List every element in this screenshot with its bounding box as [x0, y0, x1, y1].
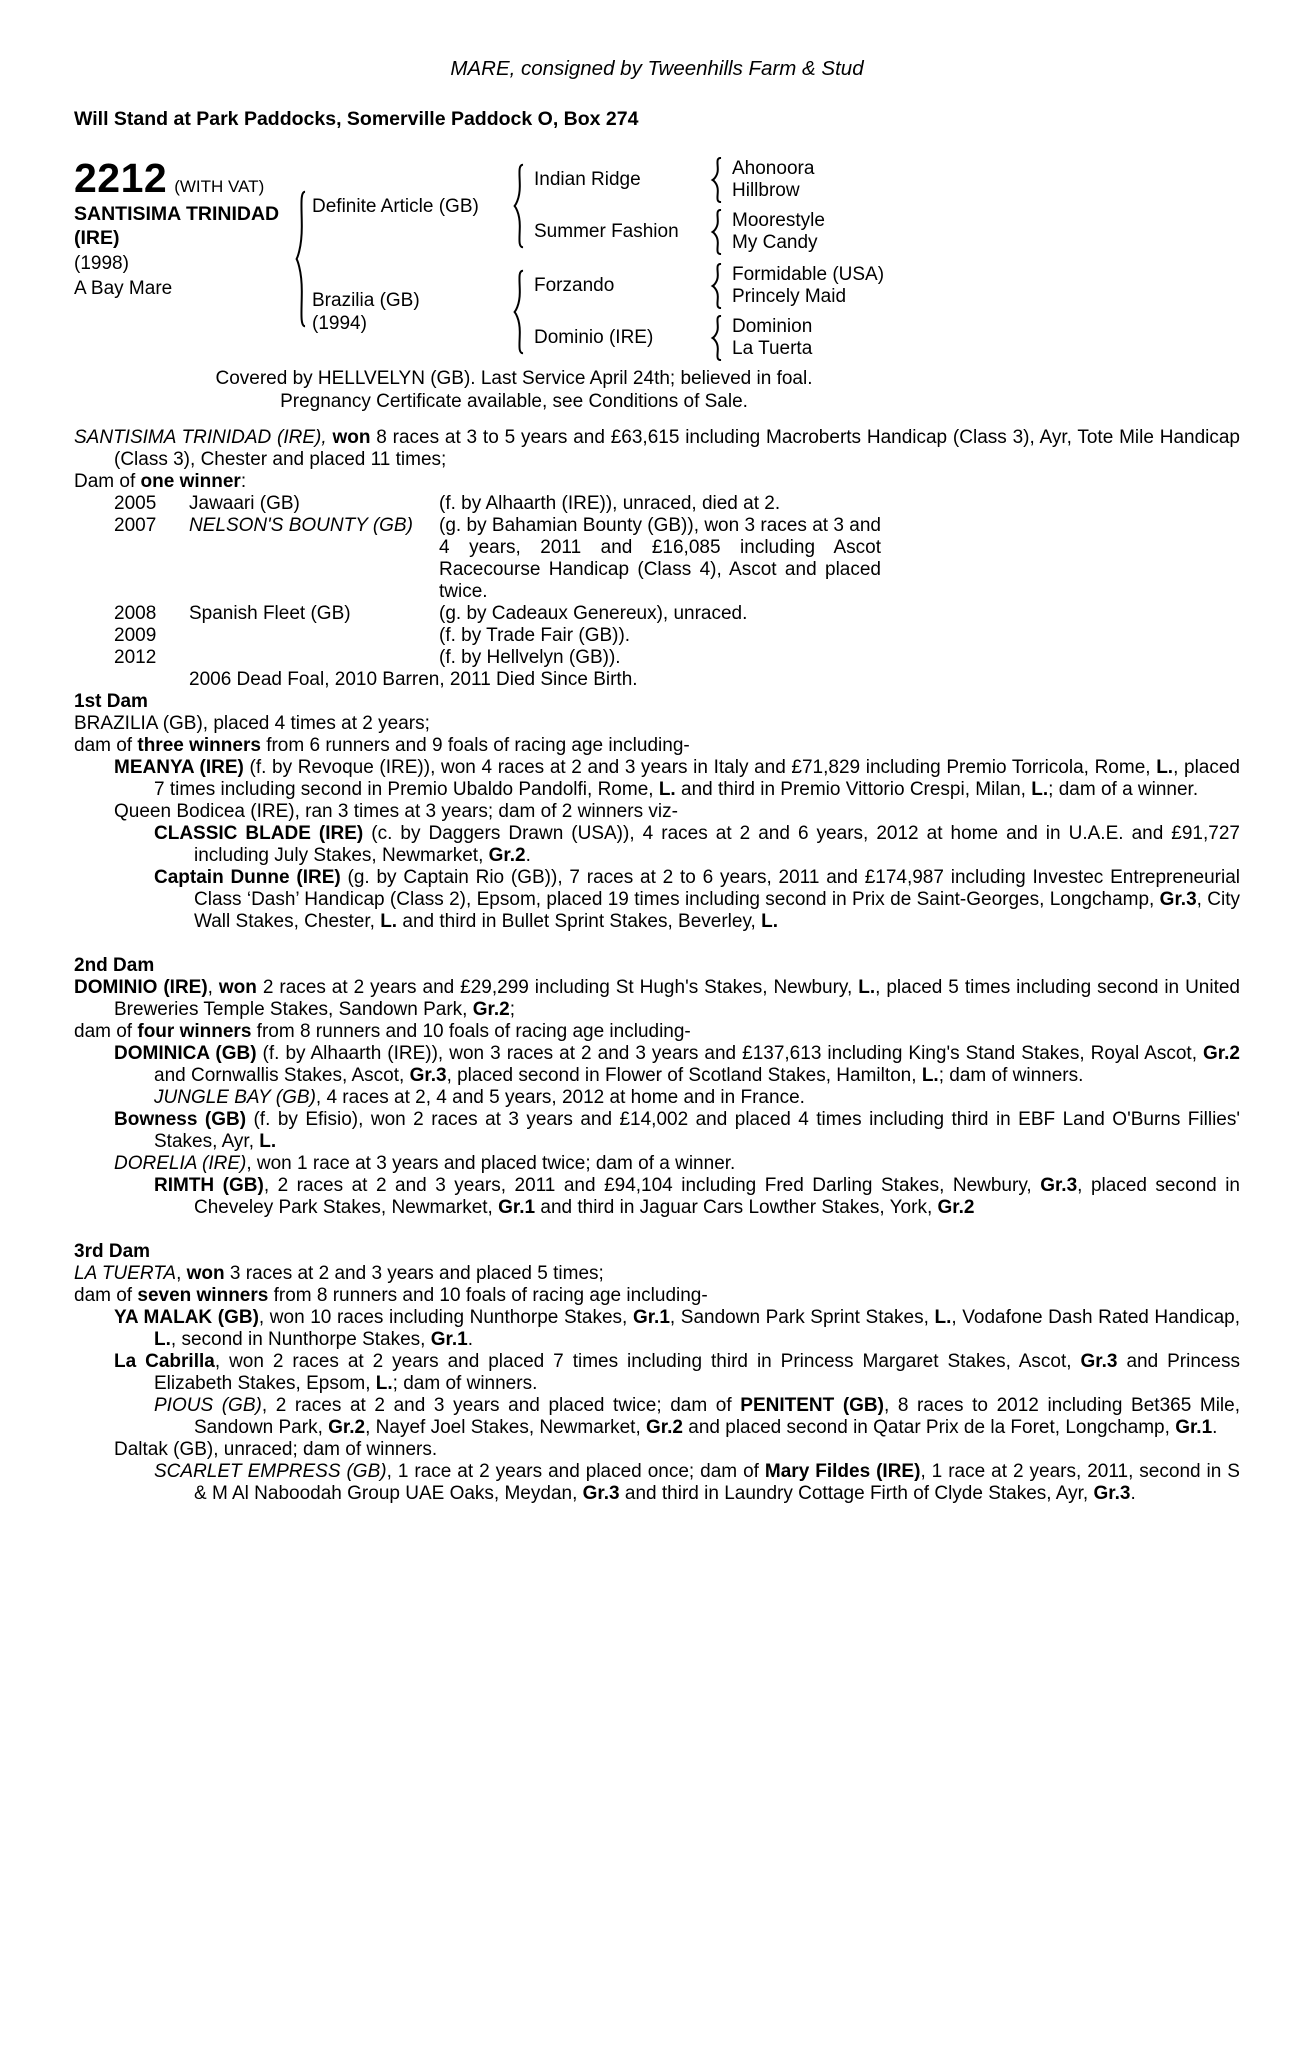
text-run: L.	[921, 1065, 939, 1086]
text-run: Gr.2	[488, 845, 526, 866]
text-run: Daltak (GB), unraced; dam of winners.	[114, 1439, 438, 1460]
text-run: won	[186, 1263, 225, 1284]
text-run: Gr.2	[1203, 1043, 1240, 1064]
text-run: ; dam of winners.	[938, 1065, 1084, 1086]
text-run: ; dam of winners.	[392, 1373, 538, 1394]
pedigree-paragraph	[74, 1153, 1240, 1175]
text-run: , 4 races at 2, 4 and 5 years, 2012 at home and in France.	[315, 1087, 805, 1108]
covered-statement	[74, 367, 954, 413]
text-run: Gr.3	[1040, 1175, 1078, 1196]
consignment-title: MARE, consigned by Tweenhills Farm & Stud	[450, 57, 864, 80]
text-run: Gr.2	[472, 999, 510, 1020]
text-run: BRAZILIA (GB), placed 4 times at 2 years;	[74, 713, 430, 734]
pedigree-paragraph	[74, 757, 1240, 801]
pedigree-paragraph	[74, 1109, 1240, 1153]
text-run: , Vodafone Dash Rated Handicap,	[951, 1307, 1240, 1328]
race-record-paragraph	[74, 427, 1240, 471]
text-run: seven winners	[137, 1285, 269, 1306]
text-run: PENITENT (GB)	[740, 1395, 884, 1416]
text-run: DOMINICA (GB)	[114, 1043, 257, 1064]
pedigree-gen3-name: Dominio (IRE)	[534, 327, 654, 348]
lot-details	[74, 157, 289, 300]
dam-section-heading: 1st Dam	[74, 691, 148, 712]
pedigree-gen2-name	[312, 289, 507, 335]
pedigree-paragraph	[74, 713, 1240, 735]
pedigree-gen3-group	[530, 157, 825, 255]
text-run: YA MALAK (GB)	[114, 1307, 259, 1328]
produce-description: (f. by Hellvelyn (GB)).	[439, 647, 621, 668]
text-run: Gr.3	[1093, 1483, 1131, 1504]
produce-record	[114, 493, 1240, 669]
text-run: L.	[375, 1373, 393, 1394]
pedigree-tree	[312, 157, 884, 361]
text-run: Gr.1	[498, 1197, 536, 1218]
text-run: Bowness (GB)	[114, 1109, 247, 1130]
pedigree-gen4-group	[728, 264, 884, 308]
pedigree-brace	[512, 163, 525, 249]
text-run: dam of	[74, 735, 138, 756]
text-run: 8 races at 3 to 5 years and £63,615 including Macroberts Handicap (Class 3), Ayr, Tote Mile Handicap (Class 3), Chester and placed 11 times;	[114, 427, 1240, 470]
text-run: ,	[176, 1263, 187, 1284]
pedigree-paragraph	[74, 735, 1240, 757]
text-run: Mary Fildes (IRE)	[764, 1461, 921, 1482]
text-run: won	[218, 977, 257, 998]
text-run: and Princess Elizabeth Stakes, Epsom,	[154, 1351, 1240, 1394]
text-run: , placed second in Flower of Scotland Stakes, Hamilton,	[446, 1065, 922, 1086]
ancestor-name: Brazilia (GB)	[312, 290, 420, 311]
text-run: JUNGLE BAY (GB)	[154, 1087, 316, 1108]
text-run: , Nayef Joel Stakes, Newmarket,	[365, 1417, 647, 1438]
pedigree-brace	[710, 263, 723, 309]
text-run: Dam of	[74, 471, 141, 492]
text-run: .	[1212, 1417, 1218, 1438]
pedigree-paragraph	[74, 977, 1240, 1021]
text-run: Gr.3	[1080, 1351, 1118, 1372]
text-run: :	[240, 471, 247, 492]
text-run: L.	[658, 779, 676, 800]
pedigree-gen4-group	[728, 316, 812, 360]
pedigree-paragraph	[74, 1021, 1240, 1043]
pedigree-brace	[294, 189, 307, 329]
pedigree-paragraph	[74, 1175, 1240, 1219]
pedigree-gen4-name: My Candy	[732, 232, 818, 253]
text-run: , 2 races at 2 and 3 years, 2011 and £94,104 including Fred Darling Stakes, Newbury,	[263, 1175, 1041, 1196]
dam-section	[74, 691, 1240, 933]
text-run: Gr.1	[430, 1329, 468, 1350]
text-run: L.	[1031, 779, 1049, 800]
text-run: ,	[207, 977, 219, 998]
text-run: Queen Bodicea (IRE), ran 3 times at 3 years; dam of 2 winners viz-	[114, 801, 678, 822]
text-run: L.	[934, 1307, 952, 1328]
produce-description: (g. by Cadeaux Genereux), unraced.	[439, 603, 748, 624]
text-run: 2 races at 2 years and £29,299 including St Hugh's Stakes, Newbury,	[256, 977, 859, 998]
produce-year: 2008	[114, 603, 157, 624]
text-run: dam of	[74, 1285, 138, 1306]
text-run: DOMINIO (IRE)	[74, 977, 208, 998]
text-run: L.	[1156, 757, 1174, 778]
text-run: La Cabrilla	[114, 1351, 215, 1372]
dam-section-heading: 2nd Dam	[74, 955, 155, 976]
pedigree-gen3-group	[530, 263, 884, 361]
text-run: .	[525, 845, 531, 866]
text-run: Gr.3	[409, 1065, 447, 1086]
text-run: , placed 7 times including second in Premio Ubaldo Pandolfi, Rome,	[154, 757, 1240, 800]
text-run: Gr.1	[1175, 1417, 1213, 1438]
text-run: .	[1130, 1483, 1136, 1504]
pedigree-tree-outer	[289, 157, 884, 361]
pedigree-gen4-name: Formidable (USA)	[732, 264, 885, 285]
lot-pedigree-block	[74, 157, 1240, 361]
text-run: CLASSIC BLADE (IRE)	[154, 823, 364, 844]
produce-name: Jawaari (GB)	[189, 493, 300, 514]
text-run: Gr.3	[582, 1483, 620, 1504]
text-run: and placed second in Qatar Prix de la Foret, Longchamp,	[683, 1417, 1176, 1438]
text-run: three winners	[137, 735, 261, 756]
pedigree-generation3-row	[530, 209, 825, 255]
produce-row	[114, 603, 1240, 625]
produce-year: 2009	[114, 625, 157, 646]
pedigree-generation2-row	[312, 157, 884, 255]
pedigree-gen3-name: Summer Fashion	[534, 221, 679, 242]
text-run: , City Wall Stakes, Chester,	[194, 889, 1241, 932]
horse-description: A Bay Mare	[74, 278, 173, 299]
pedigree-gen4-name: Hillbrow	[732, 180, 800, 201]
pedigree-paragraph	[74, 1087, 1240, 1109]
produce-row	[114, 625, 1240, 647]
text-run: , 8 races to 2012 including Bet365 Mile, Sandown Park,	[194, 1395, 1240, 1438]
text-run: , second in Nunthorpe Stakes,	[170, 1329, 431, 1350]
pedigree-paragraph	[74, 1263, 1240, 1285]
text-run: won	[332, 427, 371, 448]
text-run: from 6 runners and 9 foals of racing age including-	[260, 735, 690, 756]
text-run: Gr.2	[937, 1197, 975, 1218]
pedigree-gen4-name: Moorestyle	[732, 210, 825, 231]
text-run: 3 races at 2 and 3 years and placed 5 times;	[224, 1263, 604, 1284]
text-run: and third in Laundry Cottage Firth of Clyde Stakes, Ayr,	[619, 1483, 1094, 1504]
pedigree-gen4-name: Dominion	[732, 316, 813, 337]
produce-description: (g. by Bahamian Bounty (GB)), won 3 races at 3 and 4 years, 2011 and £16,085 including Ascot Racecourse Handicap (Class 4), Ascot and placed twice.	[439, 515, 881, 602]
text-run: Gr.2	[646, 1417, 683, 1438]
pedigree-gen4-group	[728, 158, 814, 202]
text-run: one winner	[140, 471, 241, 492]
text-run: DORELIA (IRE)	[114, 1153, 247, 1174]
pedigree-paragraph	[74, 801, 1240, 823]
text-run: , Sandown Park Sprint Stakes,	[669, 1307, 935, 1328]
dam-section	[74, 955, 1240, 1219]
pregnancy-certificate-line: Pregnancy Certificate available, see Conditions of Sale.	[280, 391, 748, 412]
pedigree-paragraph	[74, 1307, 1240, 1351]
pedigree-main-brace	[289, 189, 312, 329]
text-run: (c. by Daggers Drawn (USA)), 4 races at 2 and 6 years, 2012 at home and in U.A.E. and £91,727 including July Stakes, Newmarket,	[194, 823, 1240, 866]
pedigree-paragraph	[74, 1439, 1240, 1461]
text-run: (g. by Captain Rio (GB)), 7 races at 2 to 6 years, 2011 and £174,987 including Investec Entrepreneurial Class ‘Dash’ Handicap (Class 2), Epsom, placed 19 times including second in Prix de Saint-Georges, Longchamp,	[194, 867, 1240, 910]
pedigree-brace	[710, 315, 723, 361]
text-run: (f. by Alhaarth (IRE)), won 3 races at 2 and 3 years and £137,613 including King's Stand Stakes, Royal Ascot,	[256, 1043, 1204, 1064]
pedigree-gen2-name	[312, 195, 507, 218]
text-run: , placed 5 times including second in United Breweries Temple Stakes, Sandown Park,	[114, 977, 1240, 1020]
pedigree-gen4-group	[728, 210, 825, 254]
produce-description: (f. by Alhaarth (IRE)), unraced, died at 2.	[439, 493, 781, 514]
ancestor-year: (1994)	[312, 313, 367, 334]
vat-note: (WITH VAT)	[174, 177, 265, 196]
pedigree-paragraph	[74, 823, 1240, 867]
pedigree-gen3-name: Forzando	[534, 275, 615, 296]
produce-year: 2012	[114, 647, 157, 668]
pedigree-brace	[710, 157, 723, 203]
dam-section-heading: 3rd Dam	[74, 1241, 151, 1262]
text-run: LA TUERTA	[74, 1263, 177, 1284]
text-run: dam of	[74, 1021, 138, 1042]
pedigree-gen3-name: Indian Ridge	[534, 169, 641, 190]
text-run: ;	[509, 999, 515, 1020]
pedigree-paragraph	[74, 1043, 1240, 1087]
text-run: Gr.3	[1159, 889, 1197, 910]
text-run: Gr.2	[328, 1417, 366, 1438]
text-run: , 1 race at 2 years and placed once; dam of	[386, 1461, 765, 1482]
produce-description: (f. by Trade Fair (GB)).	[439, 625, 631, 646]
text-run: ; dam of a winner.	[1048, 779, 1199, 800]
text-run: MEANYA (IRE)	[114, 757, 244, 778]
text-run: PIOUS (GB)	[154, 1395, 262, 1416]
pedigree-paragraph	[74, 1285, 1240, 1307]
pedigree-text	[74, 427, 1240, 1505]
horse-name: SANTISIMA TRINIDAD (IRE)	[74, 203, 280, 249]
text-run: , won 10 races including Nunthorpe Stakes,	[258, 1307, 633, 1328]
catalogue-page	[0, 56, 1314, 1505]
ancestor-name: Definite Article (GB)	[312, 195, 479, 217]
text-run: , won 1 race at 3 years and placed twice; dam of a winner.	[246, 1153, 736, 1174]
text-run: four winners	[137, 1021, 252, 1042]
text-run: , placed second in Cheveley Park Stakes, Newmarket,	[194, 1175, 1240, 1218]
text-run: and Cornwallis Stakes, Ascot,	[154, 1065, 410, 1086]
text-run: Gr.1	[632, 1307, 670, 1328]
produce-year: 2007	[114, 515, 157, 536]
text-run: L.	[154, 1329, 171, 1350]
text-run: from 8 runners and 10 foals of racing age including-	[251, 1021, 691, 1042]
stand-location: Will Stand at Park Paddocks, Somerville Paddock O, Box 274	[74, 108, 639, 130]
text-run: L.	[259, 1131, 277, 1152]
produce-note: 2006 Dead Foal, 2010 Barren, 2011 Died Since Birth.	[189, 669, 638, 690]
foaling-year: (1998)	[74, 253, 129, 274]
produce-name: Spanish Fleet (GB)	[189, 603, 351, 624]
text-run: L.	[380, 911, 398, 932]
pedigree-paragraph	[74, 867, 1240, 933]
text-run: RIMTH (GB)	[154, 1175, 264, 1196]
pedigree-generation3-row	[530, 157, 825, 203]
race-record-paragraph	[74, 471, 1240, 493]
pedigree-gen4-name: La Tuerta	[732, 338, 813, 359]
text-run: and third in Premio Vittorio Crespi, Milan,	[675, 779, 1032, 800]
text-run: (f. by Revoque (IRE)), won 4 races at 2 and 3 years in Italy and £71,829 including Premio Torricola, Rome,	[243, 757, 1157, 778]
text-run: and third in Jaguar Cars Lowther Stakes, York,	[535, 1197, 938, 1218]
pedigree-gen4-name: Ahonoora	[732, 158, 815, 179]
dam-section	[74, 1241, 1240, 1505]
produce-row	[114, 493, 1240, 515]
text-run: (f. by Efisio), won 2 races at 3 years and £14,002 and placed 4 times including third in EBF Land O'Burns Fillies' Stakes, Ayr,	[154, 1109, 1240, 1152]
text-run: SANTISIMA TRINIDAD (IRE),	[74, 427, 327, 448]
text-run: Captain Dunne (IRE)	[154, 867, 341, 888]
text-run: , 2 races at 2 and 3 years and placed twice; dam of	[261, 1395, 741, 1416]
pedigree-gen4-name: Princely Maid	[732, 286, 847, 307]
produce-year: 2005	[114, 493, 157, 514]
text-run: from 8 runners and 10 foals of racing age including-	[268, 1285, 708, 1306]
lot-number: 2212	[74, 155, 168, 201]
pedigree-paragraph	[74, 1351, 1240, 1395]
pedigree-generation3-row	[530, 263, 884, 309]
pedigree-generation3-row	[530, 315, 884, 361]
text-run: and third in Bullet Sprint Stakes, Beverley,	[397, 911, 762, 932]
pedigree-brace	[710, 209, 723, 255]
text-run: , won 2 races at 2 years and placed 7 times including third in Princess Margaret Stakes, Ascot,	[214, 1351, 1081, 1372]
covered-line: Covered by HELLVELYN (GB). Last Service April 24th; believed in foal.	[215, 368, 813, 389]
pedigree-paragraph	[74, 1395, 1240, 1439]
produce-name: NELSON'S BOUNTY (GB)	[189, 515, 413, 536]
text-run: , 1 race at 2 years, 2011, second in S & M Al Naboodah Group UAE Oaks, Meydan,	[194, 1461, 1240, 1504]
text-run: L.	[761, 911, 778, 932]
lot-number-line	[74, 157, 289, 199]
text-run: L.	[858, 977, 876, 998]
produce-row	[114, 515, 1240, 603]
pedigree-brace	[512, 269, 525, 355]
text-run: .	[467, 1329, 473, 1350]
produce-row	[114, 647, 1240, 669]
pedigree-paragraph	[74, 1461, 1240, 1505]
pedigree-generation2-row	[312, 263, 884, 361]
text-run: SCARLET EMPRESS (GB)	[154, 1461, 387, 1482]
